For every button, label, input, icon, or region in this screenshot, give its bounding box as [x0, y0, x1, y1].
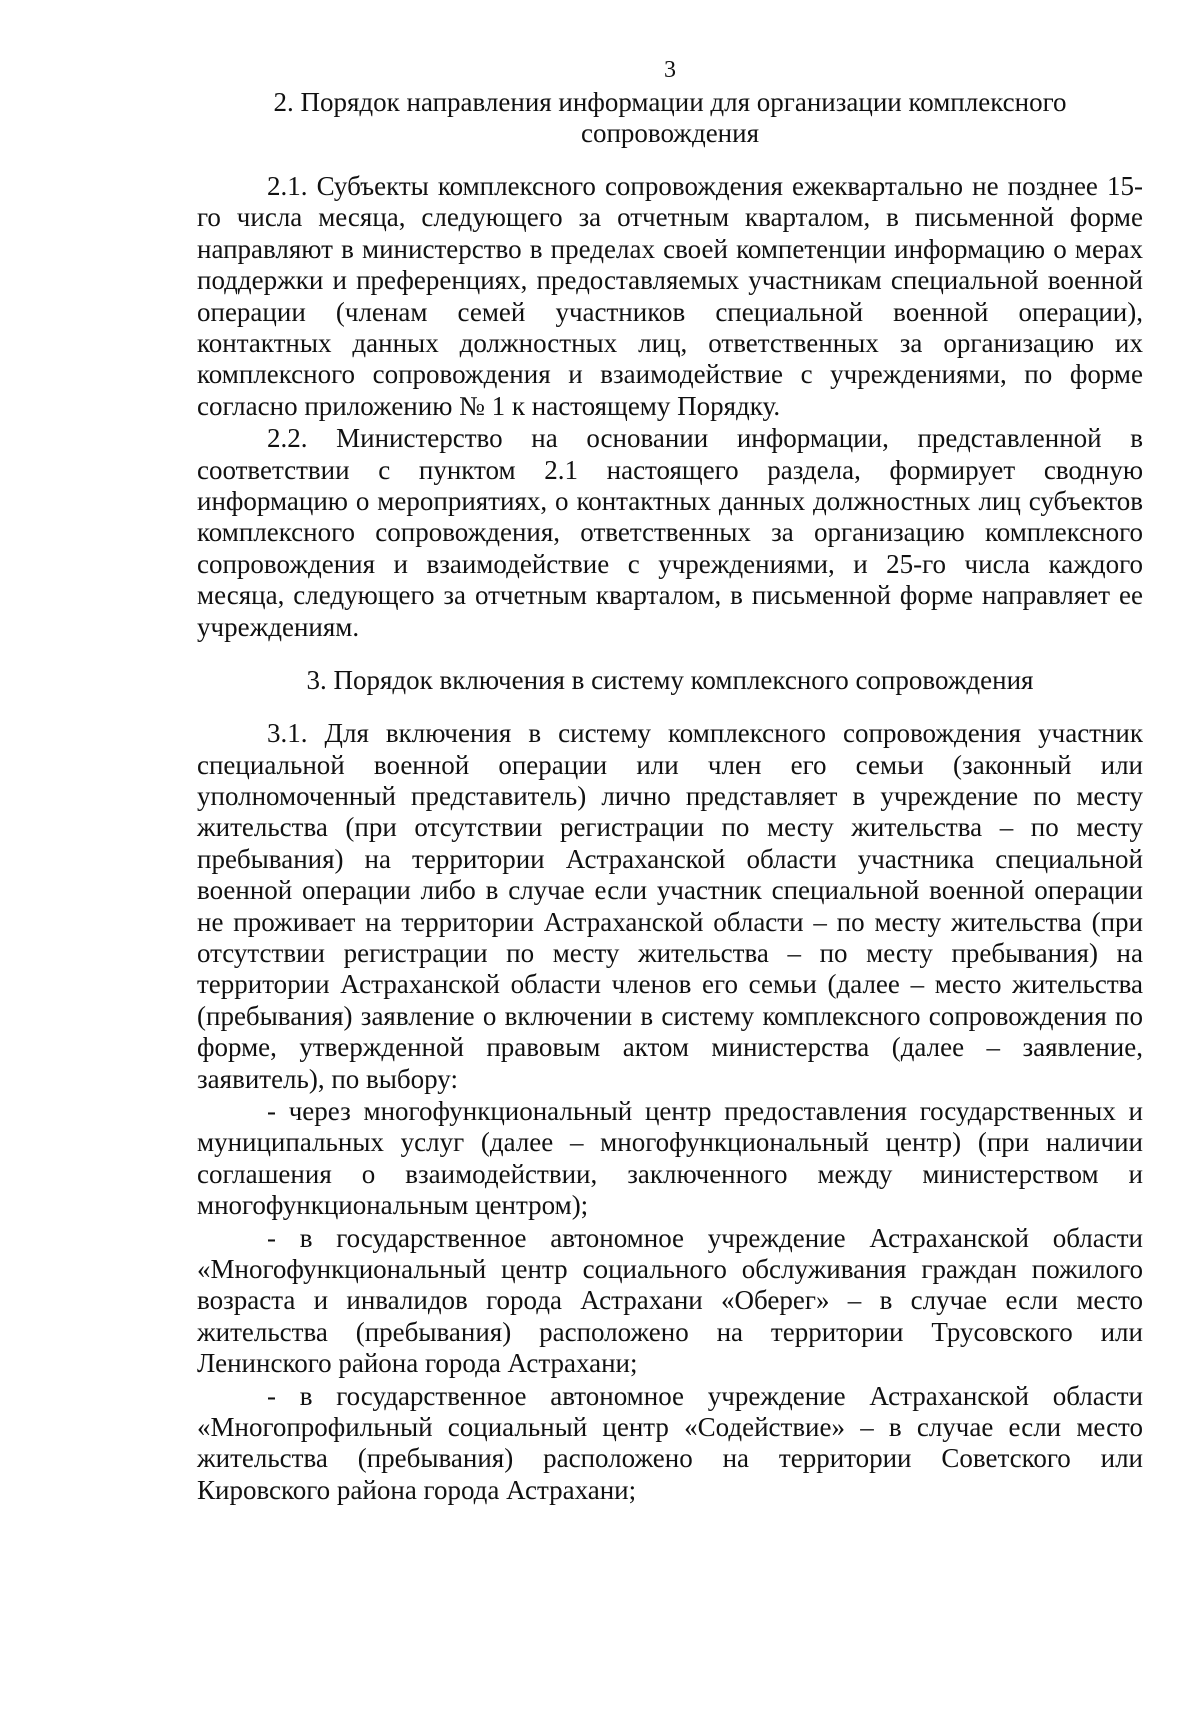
document-page	[197, 55, 1143, 1506]
paragraph-2-2: 2.2. Министерство на основании информации, представленной в соответствии с пунктом 2.1 настоящего раздела, формирует сводную информацию о мероприятиях, о контактных данных должностных лиц субъектов комплексного сопровождения, ответственных за организацию комплексного сопровождения и взаимодействие с учреждениями, и 25-го числа каждого месяца, следующего за отчетным кварталом, в письменной форме направляет ее учреждениям.	[197, 423, 1143, 642]
paragraph-3-1: 3.1. Для включения в систему комплексного сопровождения участник специальной военной операции или член его семьи (законный или уполномоченный представитель) лично представляет в учреждение по месту жительства (при отсутствии регистрации по месту жительства – по месту пребывания) на территории Астраханской области участника специальной военной операции либо в случае если участник специальной военной операции не проживает на территории Астраханской области – по месту жительства (при отсутствии регистрации по месту жительства – по месту пребывания) на территории Астраханской области членов его семьи (далее – место жительства (пребывания) заявление о включении в систему комплексного сопровождения по форме, утвержденной правовым актом министерства (далее – заявление, заявитель), по выбору:	[197, 718, 1143, 1094]
page-number: 3	[664, 57, 676, 83]
section-3-heading: 3. Порядок включения в систему комплексного сопровождения	[306, 665, 1034, 696]
list-item-obereg: - в государственное автономное учреждение Астраханской области «Многофункциональный центр социального обслуживания граждан пожилого возраста и инвалидов города Астрахани «Оберег» – в случае если место жительства (пребывания) расположено на территории Трусовского или Ленинского района города Астрахани;	[197, 1222, 1143, 1379]
paragraph-2-1: 2.1. Субъекты комплексного сопровождения ежеквартально не позднее 15-го числа месяца, следующего за отчетным кварталом, в письменной форме направляют в министерство в пределах своей компетенции информацию о мерах поддержки и преференциях, предоставляемых участникам специальной военной операции (членам семей участников специальной военной операции), контактных данных должностных лиц, ответственных за организацию их комплексного сопровождения и взаимодействие с учреждениями, по форме согласно приложению № 1 к настоящему Порядку.	[197, 171, 1143, 421]
section-2-heading: 2. Порядок направления информации для организации комплексного сопровождения	[273, 87, 1067, 148]
list-item-mfc: - через многофункциональный центр предоставления государственных и муниципальных услуг (далее – многофункциональный центр) (при наличии соглашения о взаимодействии, заключенного между министерством и многофункциональным центром);	[197, 1095, 1143, 1221]
list-item-sodeystvie: - в государственное автономное учреждение Астраханской области «Многопрофильный социальный центр «Содействие» – в случае если место жительства (пребывания) расположено на территории Советского или Кировского района города Астрахани;	[197, 1380, 1143, 1505]
